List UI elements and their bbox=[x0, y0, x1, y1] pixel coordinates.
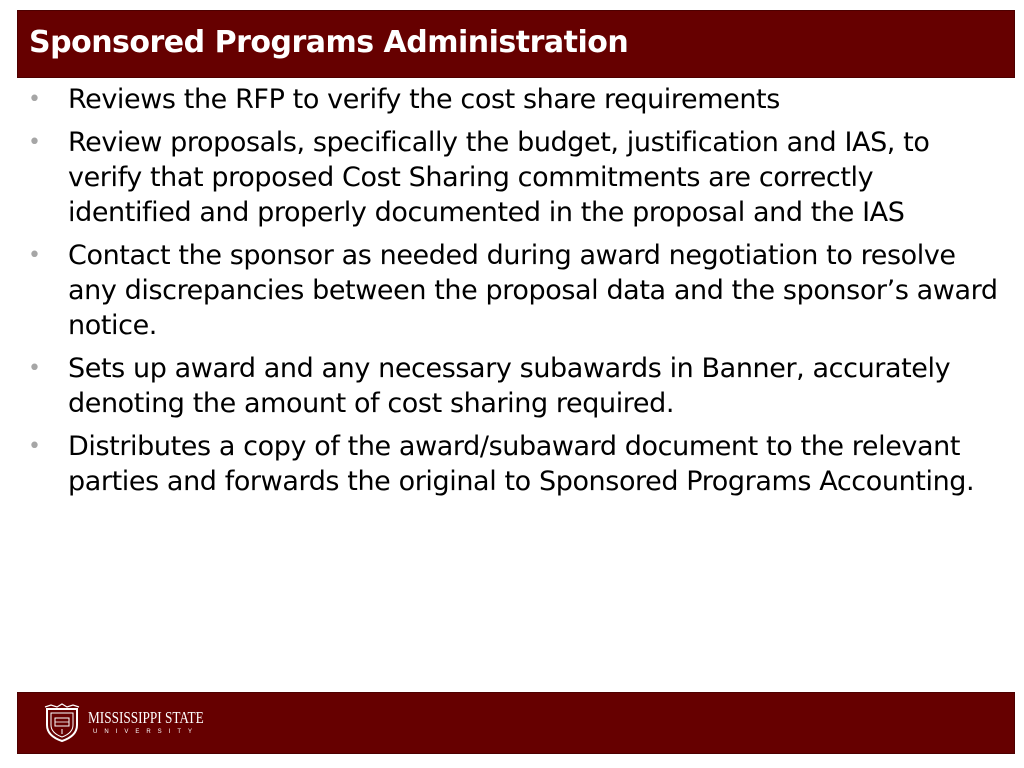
slide-title: Sponsored Programs Administration bbox=[29, 25, 629, 60]
shield-logo-icon bbox=[43, 703, 81, 743]
logo-wordmark: MISSISSIPPI STATE bbox=[88, 708, 204, 727]
bullet-text: Review proposals, specifically the budget, justification and IAS, to verify that proposed Cost Sharing commitments are correctly identified and properly documented in the proposal and the IAS bbox=[68, 127, 930, 228]
bullet-item bbox=[28, 429, 1003, 499]
bullet-icon: • bbox=[28, 87, 41, 112]
bullet-icon: • bbox=[28, 243, 41, 268]
bullet-text: Contact the sponsor as needed during award negotiation to resolve any discrepancies between the proposal data and the sponsor’s award notice. bbox=[68, 240, 998, 341]
bullet-text: Sets up award and any necessary subawards in Banner, accurately denoting the amount of cost sharing required. bbox=[68, 353, 951, 419]
bullet-icon: • bbox=[28, 434, 41, 459]
bullet-item bbox=[28, 238, 1003, 343]
bullet-icon: • bbox=[28, 130, 41, 155]
bullet-list bbox=[28, 82, 1003, 507]
title-bar bbox=[17, 10, 1015, 78]
bullet-icon: • bbox=[28, 356, 41, 381]
bullet-item bbox=[28, 125, 1003, 230]
logo-subtitle: UNIVERSITY bbox=[93, 729, 200, 735]
bullet-item bbox=[28, 351, 1003, 421]
bullet-item bbox=[28, 82, 1003, 117]
footer-bar bbox=[17, 692, 1015, 754]
bullet-text: Reviews the RFP to verify the cost share requirements bbox=[68, 84, 780, 115]
university-logo bbox=[43, 703, 243, 743]
bullet-text: Distributes a copy of the award/subaward document to the relevant parties and forwards the original to Sponsored Programs Accounting. bbox=[68, 431, 975, 497]
